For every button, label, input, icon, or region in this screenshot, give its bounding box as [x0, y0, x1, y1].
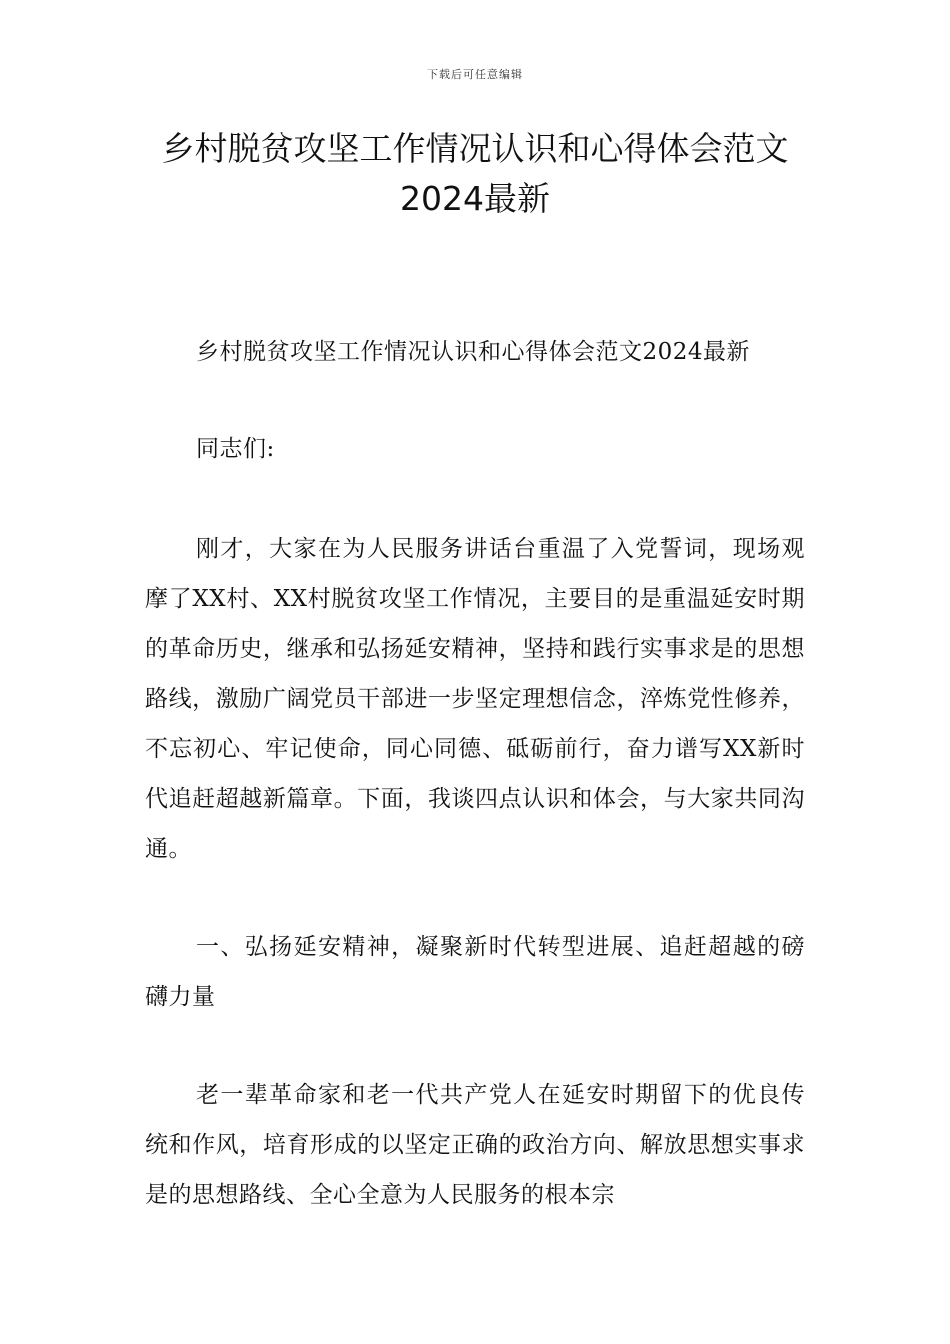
paragraph-1: 刚才，大家在为人民服务讲话台重温了入党誓词，现场观摩了XX村、XX村脱贫攻坚工作情况，主要目的是重温延安时期的革命历史，继承和弘扬延安精神，坚持和践行实事求是的思想路线，激励广阔党员干部进一步坚定理想信念，淬炼党性修养，不忘初心、牢记使命，同心同德、砥砺前行，奋力谱写XX新时代追赶超越新篇章。下面，我谈四点认识和体会，与大家共同沟通。	[145, 536, 805, 862]
paragraph-2: 老一辈革命家和老一代共产党人在延安时期留下的优良传统和作风，培育形成的以坚定正确的政治方向、解放思想实事求是的思想路线、全心全意为人民服务的根本宗	[145, 1082, 805, 1208]
greeting: 同志们:	[196, 436, 275, 462]
section-heading-1: 一、弘扬延安精神，凝聚新时代转型进展、追赶超越的磅礴力量	[145, 934, 805, 1010]
document-title: 乡村脱贫攻坚工作情况认识和心得体会范文2024最新	[161, 129, 789, 218]
document-subtitle: 乡村脱贫攻坚工作情况认识和心得体会范文2024最新	[196, 339, 751, 365]
header-note: 下载后可任意编辑	[427, 68, 523, 81]
